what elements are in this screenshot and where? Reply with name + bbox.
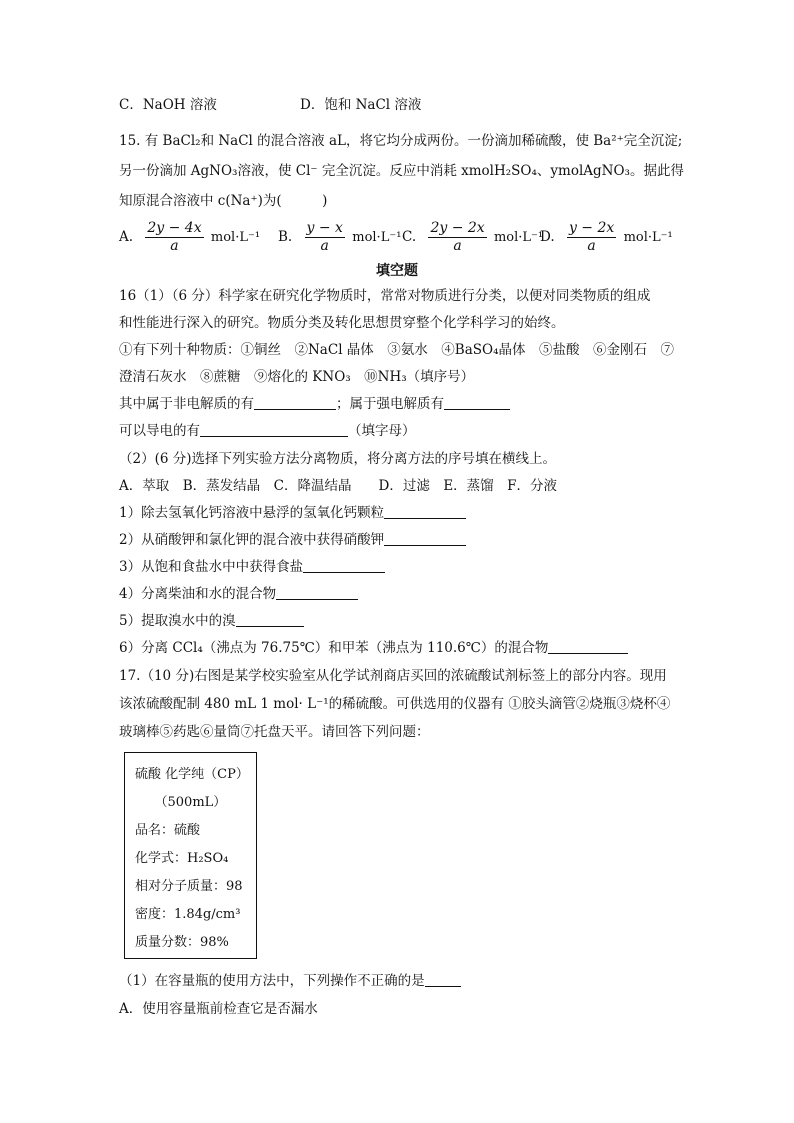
q17-line3: 玻璃棒⑤药匙⑥量筒⑦托盘天平。请回答下列问题： (119, 724, 430, 740)
q15-line2: 另一份滴加 AgNO₃溶液，使 Cl⁻ 完全沉淀。反应中消耗 xmolH₂SO₄、ymolAgNO₃。据此得 (119, 163, 684, 179)
numerator: y − x (306, 220, 343, 236)
option-letter: B. (278, 229, 293, 245)
unit: mol·L⁻¹ (623, 230, 673, 245)
ask-note: （填字母） (348, 423, 416, 439)
unit: mol·L⁻¹ (210, 230, 261, 245)
q16-item (119, 558, 385, 576)
q16-intro-line1: 16（1）（6 分）科学家在研究化学物质时，常常对物质进行分类，以便对同类物质的组成 (119, 288, 651, 304)
reagent-label-box (124, 752, 257, 959)
answer-blank[interactable] (276, 585, 358, 600)
q17-line1: 17.（10 分)右图是某学校实验室从化学试剂商店买回的浓硫酸试剂标签上的部分内容。现用 (119, 668, 667, 684)
fraction (305, 220, 345, 255)
label-line: 质量分数：98% (135, 935, 229, 950)
item-text: 3）从饱和食盐水中中获得食盐 (119, 559, 304, 575)
ask-nonelectrolyte: 其中属于非电解质的有 (119, 396, 254, 412)
answer-blank[interactable] (236, 612, 304, 627)
answer-blank[interactable] (384, 504, 466, 519)
numerator: 2y − 4x (147, 220, 202, 236)
item-text: 5）提取溴水中的溴 (119, 613, 236, 629)
q16-item (119, 531, 466, 549)
item-text: 2）从硝酸钾和氯化钾的混合液中获得硝酸钾 (119, 532, 385, 548)
option-letter: C. (402, 229, 417, 245)
label-line: 密度：1.84g/cm³ (135, 907, 241, 922)
unit: mol·L⁻¹ (493, 230, 544, 245)
q15-option-d (540, 220, 673, 255)
label-line: 硫酸 化学纯（CP） (135, 767, 249, 782)
q16-item (119, 639, 628, 657)
fraction (428, 220, 486, 255)
label-line: 品名：硫酸 (135, 823, 201, 838)
ask-conductive: 可以导电的有 (119, 423, 200, 439)
answer-blank[interactable] (303, 558, 385, 573)
denominator: a (170, 238, 179, 254)
q15-option-a (119, 220, 260, 255)
q17-option-a: A．使用容量瓶前检查它是否漏水 (119, 1001, 318, 1017)
option-d-nacl: D．饱和 NaCl 溶液 (300, 97, 422, 113)
unit: mol·L⁻¹ (352, 230, 402, 245)
option-c-naoh: C．NaOH 溶液 (119, 97, 217, 113)
q15-option-c (402, 220, 543, 255)
q15-line1: 15. 有 BaCl₂和 NaCl 的混合溶液 aL，将它均分成两份。一份滴加稀硫酸，使 Ba²⁺完全沉淀; (119, 133, 683, 149)
q15-option-b (278, 220, 401, 255)
q16-ask1 (119, 395, 510, 413)
q16-part2: （2）(6 分)选择下列实验方法分离物质，将分离方法的序号填在横线上。 (119, 451, 557, 467)
denominator: a (320, 238, 329, 254)
label-line: 化学式：H₂SO₄ (135, 851, 229, 866)
fraction (567, 220, 616, 255)
section-title: 填空题 (376, 263, 418, 279)
numerator: 2y − 2x (430, 220, 485, 236)
q16-intro-line2: 和性能进行深入的研究。物质分类及转化思想贯穿整个化学科学习的始终。 (119, 315, 565, 331)
q16-list-line2: 澄清石灰水 ⑧蔗糖 ⑨熔化的 KNO₃ ⑩NH₃（填序号） (119, 369, 475, 385)
item-text: 1）除去氢氧化钙溶液中悬浮的氢氧化钙颗粒 (119, 505, 385, 521)
item-text: 4）分离柴油和水的混合物 (119, 586, 277, 602)
q17-sub1 (119, 972, 461, 990)
numerator: y − 2x (568, 220, 615, 236)
answer-blank[interactable] (548, 639, 628, 654)
option-letter: D. (540, 229, 555, 245)
answer-blank[interactable] (444, 395, 510, 410)
q16-ask2 (119, 422, 416, 440)
q17-line2: 该浓硫酸配制 480 mL 1 mol· L⁻¹的稀硫酸。可供选用的仪器有 ①胶头滴管②烧瓶③烧杯④ (119, 696, 671, 712)
q16-item (119, 504, 466, 522)
option-letter: A. (119, 229, 134, 245)
answer-blank[interactable] (200, 422, 348, 437)
answer-blank[interactable] (425, 972, 461, 987)
q16-methods: A．萃取 B．蒸发结晶 C．降温结晶 D．过滤 E．蒸馏 F．分液 (119, 478, 558, 494)
denominator: a (453, 238, 462, 254)
q16-item (119, 585, 358, 603)
q16-list-line1: ①有下列十种物质：①铜丝 ②NaCl 晶体 ③氨水 ④BaSO₄晶体 ⑤盐酸 ⑥金刚石 ⑦ (119, 342, 674, 358)
q15-line3: 知原混合溶液中 c(Na⁺)为( ) (119, 193, 328, 209)
label-line: 相对分子质量：98 (135, 879, 243, 894)
item-text: 6）分离 CCl₄（沸点为 76.75℃）和甲苯（沸点为 110.6℃）的混合物 (119, 640, 549, 656)
answer-blank[interactable] (384, 531, 466, 546)
q16-item (119, 612, 304, 630)
denominator: a (587, 238, 596, 254)
ask-strong-electrolyte: ；属于强电解质有 (336, 396, 444, 412)
fraction (145, 220, 203, 255)
sub1-text: （1）在容量瓶的使用方法中，下列操作不正确的是 (119, 973, 425, 989)
label-line: （500mL） (135, 795, 227, 810)
answer-blank[interactable] (254, 395, 336, 410)
